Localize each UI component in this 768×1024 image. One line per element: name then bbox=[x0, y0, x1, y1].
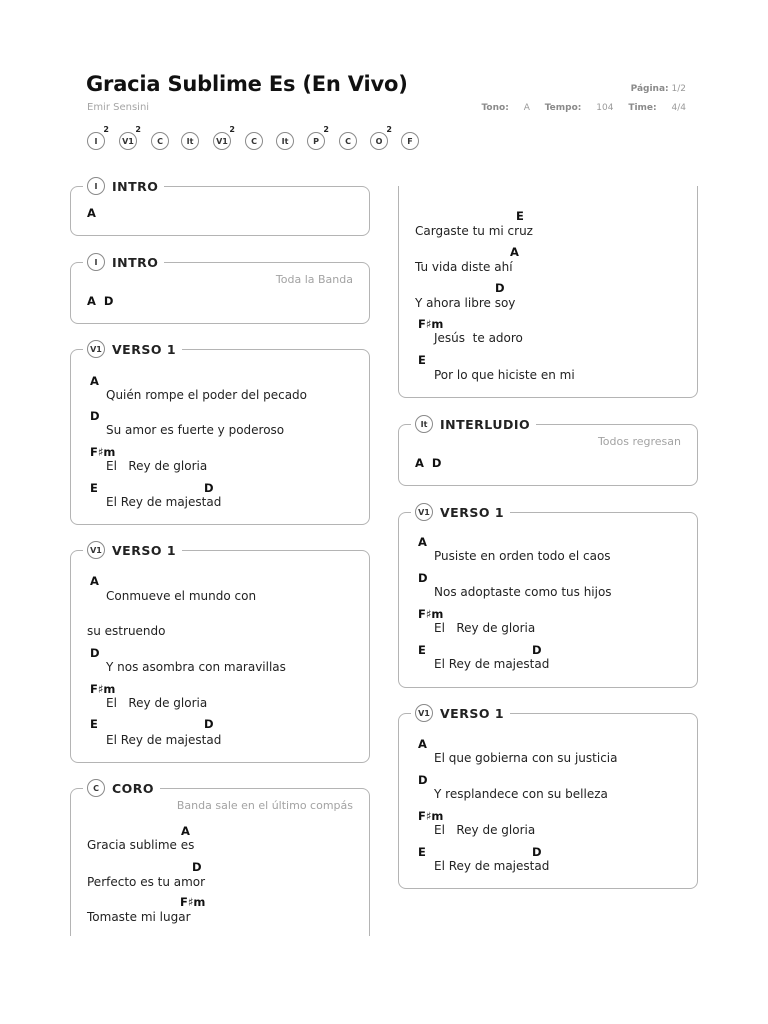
chord: A bbox=[181, 824, 190, 838]
chord: A bbox=[90, 374, 99, 388]
section-badge: V1 bbox=[87, 340, 105, 358]
roadmap-item[interactable] bbox=[401, 132, 419, 150]
roadmap-label: It bbox=[186, 137, 194, 146]
section-badge: V1 bbox=[415, 503, 433, 521]
chord: A bbox=[510, 245, 519, 259]
lyric-line: Gracia sublime es bbox=[87, 838, 195, 852]
roadmap-item[interactable] bbox=[181, 132, 199, 150]
key-info bbox=[481, 103, 529, 113]
lyric-line: El Rey de majestad bbox=[434, 859, 550, 873]
section-badge: V1 bbox=[415, 704, 433, 722]
roadmap-label: P bbox=[313, 137, 319, 146]
page-indicator bbox=[631, 84, 686, 94]
section-header bbox=[83, 175, 164, 197]
chord: A bbox=[418, 535, 427, 549]
artist-name: Emir Sensini bbox=[87, 102, 150, 113]
chord: D bbox=[532, 643, 542, 657]
roadmap-label: C bbox=[157, 137, 163, 146]
chord: D bbox=[418, 571, 428, 585]
chord: F♯m bbox=[418, 809, 444, 823]
lyric-line: El Rey de gloria bbox=[434, 823, 536, 837]
lyric-line: Nos adoptaste como tus hijos bbox=[434, 585, 612, 599]
lyric-line: Y nos asombra con maravillas bbox=[106, 660, 286, 674]
roadmap-repeat-count: 2 bbox=[229, 125, 235, 134]
lyric-line: Cargaste tu mi cruz bbox=[415, 224, 533, 238]
chord-line: A D bbox=[415, 456, 442, 470]
section-coro-continued bbox=[398, 186, 698, 398]
roadmap-item[interactable] bbox=[213, 125, 235, 150]
chord: F♯m bbox=[180, 895, 206, 909]
roadmap-item[interactable] bbox=[276, 132, 294, 150]
roadmap-item[interactable] bbox=[87, 125, 109, 150]
section-header bbox=[83, 251, 164, 273]
roadmap-label: C bbox=[345, 137, 351, 146]
chord: F♯m bbox=[90, 682, 116, 696]
section-header bbox=[411, 413, 536, 435]
lyric-line: El Rey de gloria bbox=[106, 696, 208, 710]
section-name: INTERLUDIO bbox=[440, 416, 531, 432]
lyric-line: Quién rompe el poder del pecado bbox=[106, 388, 307, 402]
roadmap-label: V1 bbox=[216, 137, 228, 146]
section-name: VERSO 1 bbox=[112, 341, 177, 357]
tempo-value: 104 bbox=[596, 103, 614, 113]
section-name: INTRO bbox=[112, 254, 159, 270]
lyric-line: Conmueve el mundo con bbox=[106, 589, 257, 603]
lyric-line: El que gobierna con su justicia bbox=[434, 751, 618, 765]
chord: E bbox=[90, 717, 98, 731]
chord: E bbox=[418, 353, 426, 367]
chord-line: A D bbox=[87, 294, 114, 308]
lyric-line: El Rey de majestad bbox=[434, 657, 550, 671]
section-badge: C bbox=[87, 779, 105, 797]
section-intro bbox=[70, 254, 370, 324]
time-value: 4/4 bbox=[671, 103, 686, 113]
chord: E bbox=[516, 209, 524, 223]
lyric-line: Su amor es fuerte y poderoso bbox=[106, 423, 285, 437]
section-coro bbox=[70, 780, 370, 936]
section-intro bbox=[70, 178, 370, 236]
roadmap-label: I bbox=[94, 137, 98, 146]
lyric-line: El Rey de gloria bbox=[106, 459, 208, 473]
section-name: INTRO bbox=[112, 178, 159, 194]
lyric-line: El Rey de majestad bbox=[106, 495, 222, 509]
lyric-line: El Rey de majestad bbox=[106, 733, 222, 747]
lyric-line: Perfecto es tu amor bbox=[87, 875, 206, 889]
section-verso-1 bbox=[398, 705, 698, 889]
chord: E bbox=[418, 643, 426, 657]
section-badge: It bbox=[415, 415, 433, 433]
chord-line: A bbox=[87, 206, 96, 220]
key-label: Tono: bbox=[481, 103, 509, 113]
roadmap-repeat-count: 2 bbox=[323, 125, 329, 134]
chord: A bbox=[418, 737, 427, 751]
section-note: Todos regresan bbox=[597, 435, 681, 448]
time-info bbox=[628, 103, 686, 113]
chord: D bbox=[418, 773, 428, 787]
roadmap-label: It bbox=[281, 137, 289, 146]
roadmap-label: F bbox=[407, 137, 413, 146]
roadmap-item[interactable] bbox=[339, 132, 357, 150]
chord: E bbox=[418, 845, 426, 859]
tempo-label: Tempo: bbox=[544, 103, 582, 113]
roadmap-label: C bbox=[251, 137, 257, 146]
lyric-line: Jesús te adoro bbox=[434, 331, 523, 345]
section-name: CORO bbox=[112, 780, 155, 796]
chord: E bbox=[90, 481, 98, 495]
chord: D bbox=[204, 717, 214, 731]
chord: F♯m bbox=[90, 445, 116, 459]
section-badge: V1 bbox=[87, 541, 105, 559]
roadmap-item[interactable] bbox=[307, 125, 329, 150]
section-verso-1 bbox=[70, 542, 370, 763]
section-verso-1 bbox=[70, 341, 370, 525]
lyric-line: Pusiste en orden todo el caos bbox=[434, 549, 611, 563]
lyric-line: El Rey de gloria bbox=[434, 621, 536, 635]
roadmap-repeat-count: 2 bbox=[386, 125, 392, 134]
section-header bbox=[411, 501, 510, 523]
section-note: Banda sale en el último compás bbox=[176, 799, 353, 812]
section-verso-1 bbox=[398, 504, 698, 688]
lyric-line: Y ahora libre soy bbox=[415, 296, 516, 310]
chord: F♯m bbox=[418, 607, 444, 621]
roadmap-item[interactable] bbox=[151, 132, 169, 150]
chord: D bbox=[90, 646, 100, 660]
roadmap-item[interactable] bbox=[119, 125, 141, 150]
roadmap-repeat-count: 2 bbox=[103, 125, 109, 134]
section-badge: I bbox=[87, 177, 105, 195]
section-note: Toda la Banda bbox=[275, 273, 353, 286]
key-value: A bbox=[523, 103, 530, 113]
section-header bbox=[83, 539, 182, 561]
tempo-info bbox=[545, 103, 614, 113]
section-name: VERSO 1 bbox=[440, 705, 505, 721]
chord: D bbox=[532, 845, 542, 859]
section-header bbox=[411, 702, 510, 724]
song-meta bbox=[481, 103, 686, 113]
roadmap-label: O bbox=[375, 137, 383, 146]
section-badge: I bbox=[87, 253, 105, 271]
section-name: VERSO 1 bbox=[112, 542, 177, 558]
chord: D bbox=[192, 860, 202, 874]
page-label: Página: bbox=[630, 84, 669, 94]
chord: F♯m bbox=[418, 317, 444, 331]
song-title: Gracia Sublime Es (En Vivo) bbox=[86, 72, 408, 96]
lyric-line: Tomaste mi lugar bbox=[87, 910, 191, 924]
time-label: Time: bbox=[628, 103, 657, 113]
roadmap-item[interactable] bbox=[370, 125, 392, 150]
roadmap-item[interactable] bbox=[245, 132, 263, 150]
section-interludio bbox=[398, 416, 698, 486]
lyric-line: Por lo que hiciste en mi bbox=[434, 368, 575, 382]
chord: D bbox=[495, 281, 505, 295]
chord: A bbox=[90, 574, 99, 588]
lyric-line: Y resplandece con su belleza bbox=[434, 787, 608, 801]
lyric-line: su estruendo bbox=[87, 624, 166, 638]
chord: D bbox=[204, 481, 214, 495]
section-name: VERSO 1 bbox=[440, 504, 505, 520]
roadmap-repeat-count: 2 bbox=[135, 125, 141, 134]
section-header bbox=[83, 338, 182, 360]
section-header bbox=[83, 777, 160, 799]
roadmap-label: V1 bbox=[122, 137, 134, 146]
page-value: 1/2 bbox=[671, 84, 686, 94]
chord: D bbox=[90, 409, 100, 423]
lyric-line: Tu vida diste ahí bbox=[415, 260, 513, 274]
